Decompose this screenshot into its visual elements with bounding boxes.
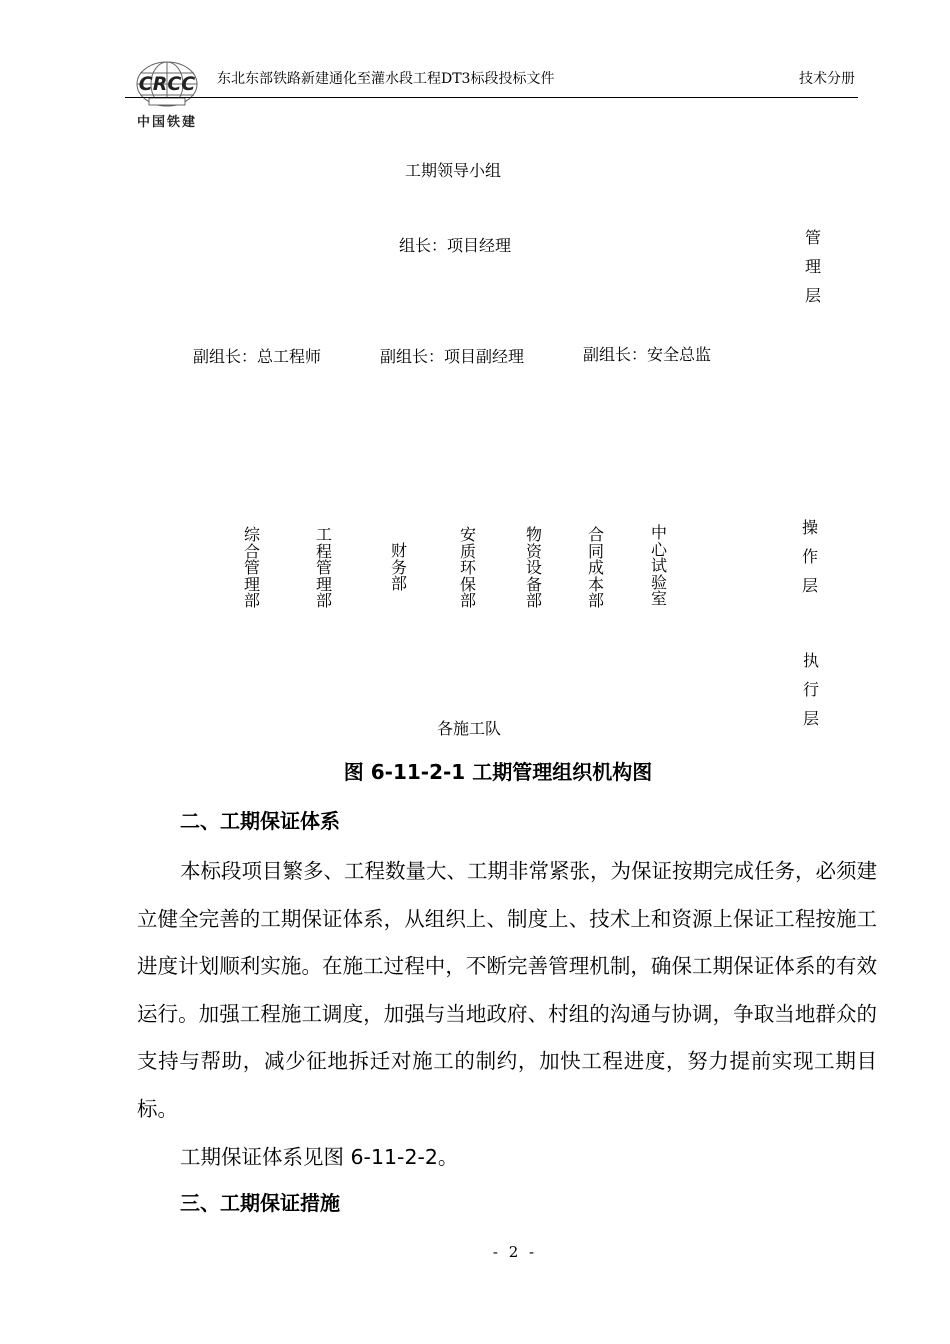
section-heading: 二、工期保证体系 [180, 809, 340, 833]
layer-label: 管理层 [804, 228, 821, 305]
header-rule [125, 97, 858, 98]
department-label: 合同成本部 [587, 525, 604, 610]
body-paragraph: 工期保证体系见图 6-11-2-2。 [180, 1145, 459, 1169]
deputy-label: 副组长：安全总监 [583, 345, 712, 364]
leader-label: 组长：项目经理 [399, 236, 512, 255]
document-section: 技术分册 [799, 71, 855, 87]
body-paragraph: 本标段项目繁多、工程数量大、工期非常紧张，为保证按期完成任务，必须建立健全完善的工期保证体系，从组织上、制度上、技术上和资源上保证工程按施工进度计划顺利实施。在施工过程中，不断完善管理机制，确保工期保证体系的有效运行。加强工程施工调度，加强与当地政府、村组的沟通与协调，争取当地群众的支持与帮助，减少征地拆迁对施工的制约，加快工程进度，努力提前实现工期目标。 [137, 859, 877, 1121]
section-heading: 三、工期保证措施 [180, 1191, 340, 1215]
department-label: 安质环保部 [459, 525, 476, 610]
layer-label: 操作层 [801, 518, 818, 595]
logo-text: CRCC [138, 73, 196, 95]
deputy-label: 副组长：总工程师 [193, 347, 322, 366]
layer-label: 执行层 [802, 651, 819, 728]
deputy-label: 副组长：项目副经理 [380, 347, 525, 366]
figure-caption: 图 6-11-2-1 工期管理组织机构图 [343, 760, 653, 784]
department-label: 物资设备部 [525, 525, 542, 610]
department-label: 综合管理部 [243, 525, 260, 610]
teams-label: 各施工队 [437, 719, 502, 738]
department-label: 财务部 [390, 541, 407, 593]
page-number: - 2 - [492, 1243, 538, 1261]
document-title: 东北东部铁路新建通化至灌水段工程DT3标段投标文件 [217, 71, 555, 87]
department-label: 中心试验室 [650, 523, 667, 608]
company-logo [125, 58, 209, 130]
department-label: 工程管理部 [315, 525, 332, 610]
leading-group-label: 工期领导小组 [405, 161, 502, 180]
logo-subtitle: 中国铁建 [136, 115, 198, 130]
